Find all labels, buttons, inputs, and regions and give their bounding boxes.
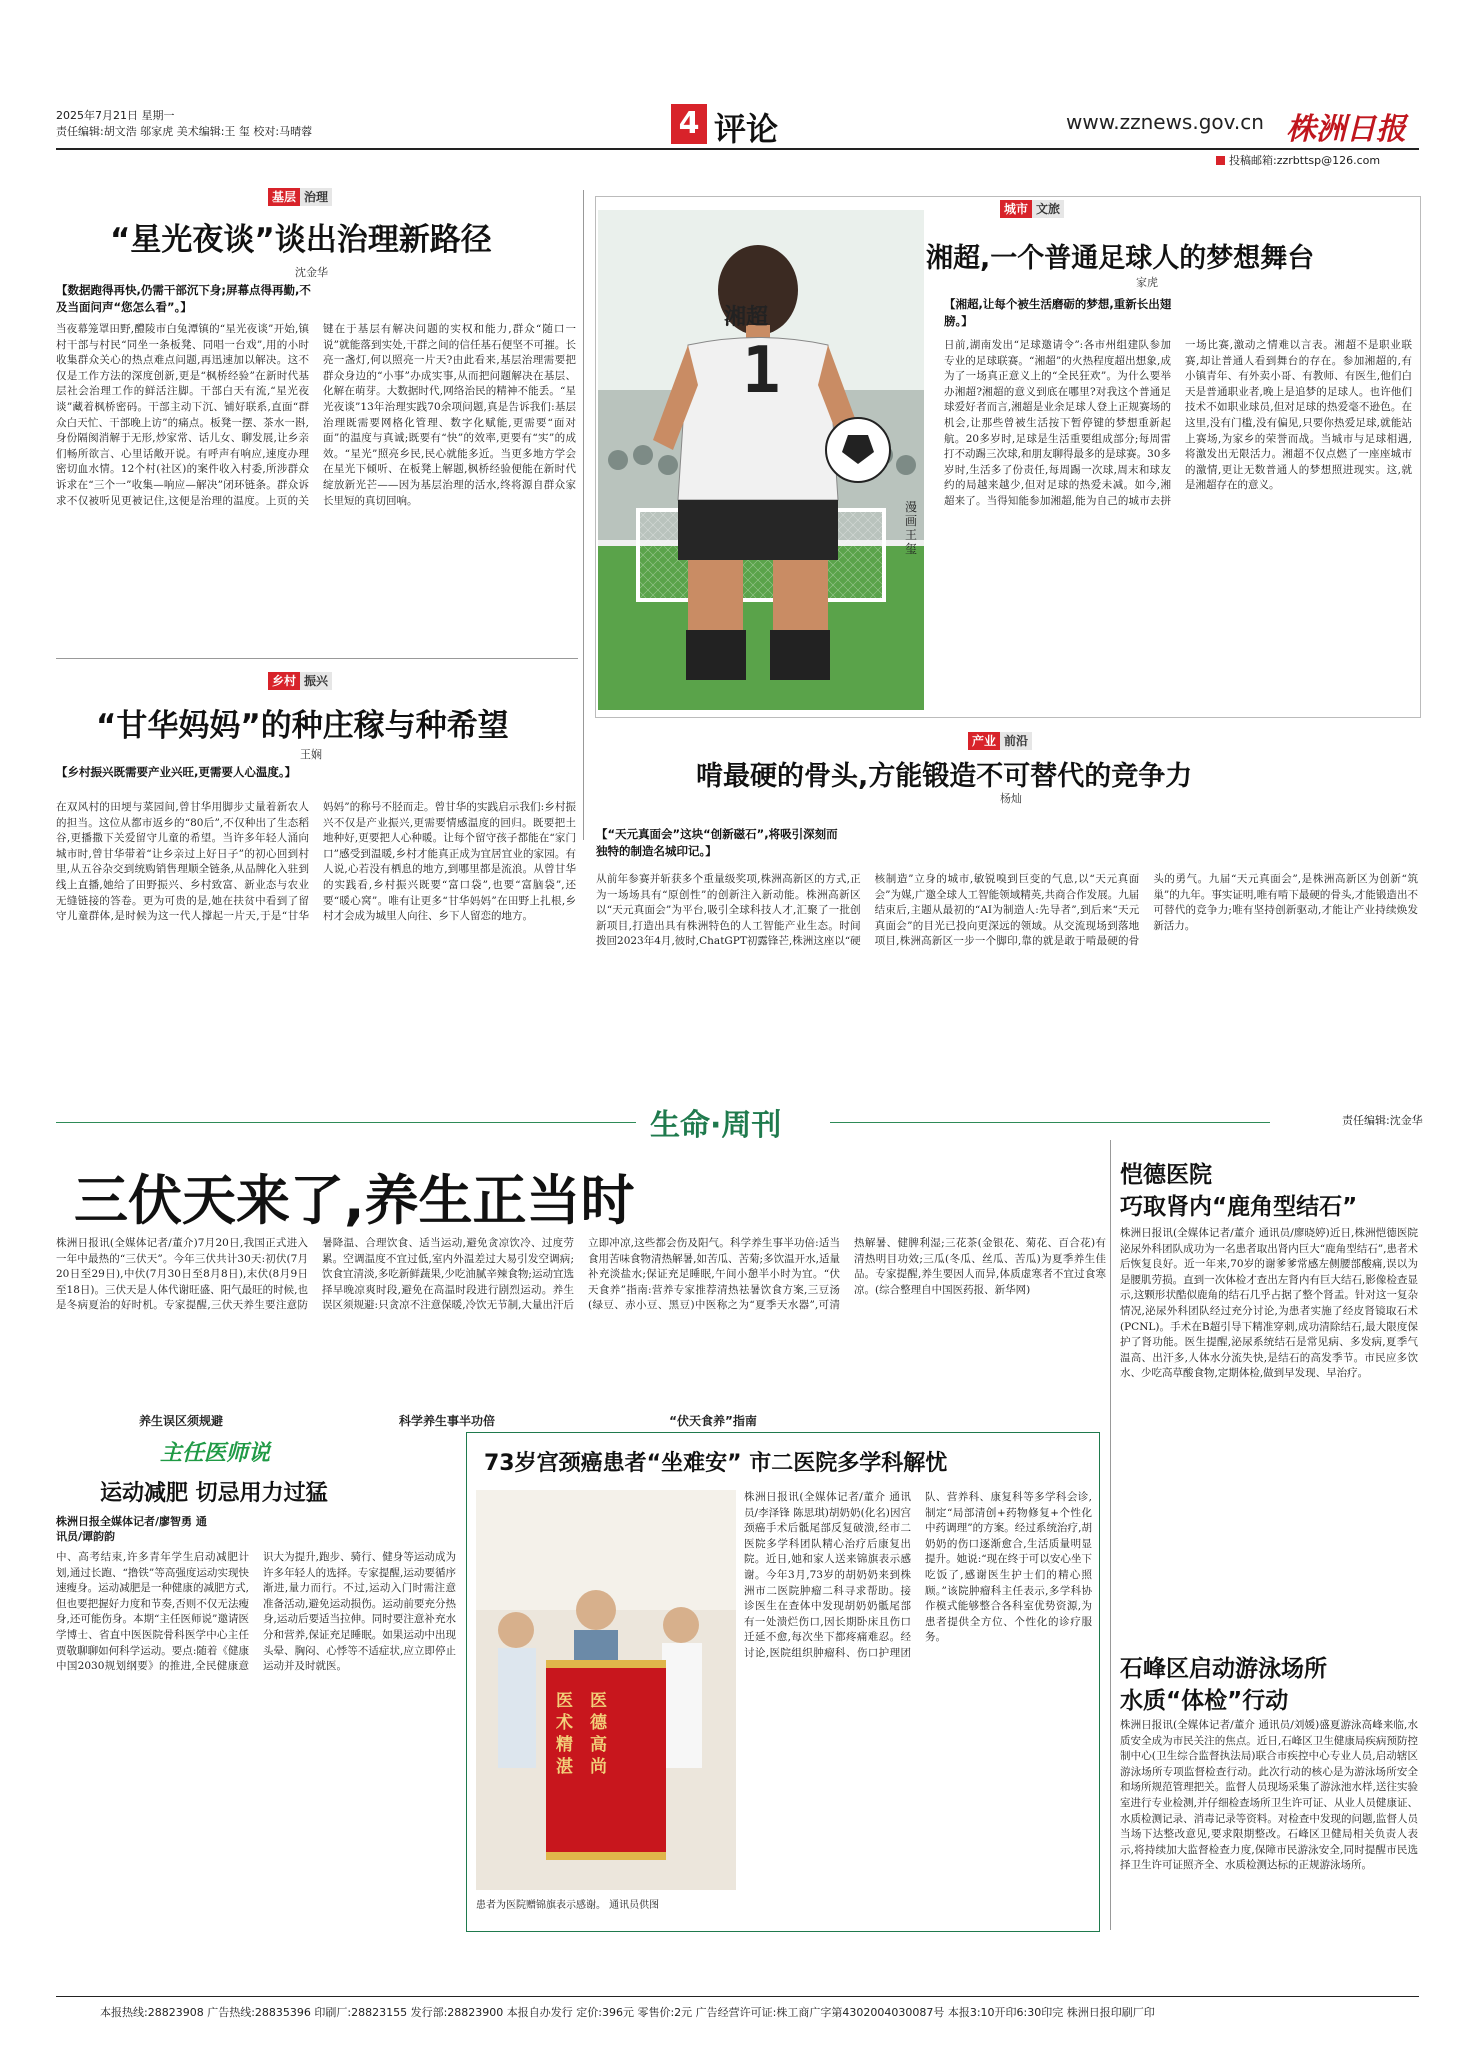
submission-email[interactable]: 投稿邮箱:zzrbttsp@126.com [1229,154,1381,167]
article5-body: 株洲日报讯(全媒体记者/董介)7月20日,我国正式进入一年中最热的“三伏天”。今年三伏共计30天:初伏(7月20日至29日),中伏(7月30日至8月8日),末伏(8月9日至18日)。三伏天是人体代谢旺盛、阳气最旺的时候,也是冬病夏治的好时机。专家提醒,三伏天养生要注意防暑降温、合理饮食、适当运动,避免贪凉饮冷、过度劳累。空调温度不宜过低,室内外温差过大易引发空调病;饮食宜清淡,多吃新鲜蔬果,少吃油腻辛辣食物;运动宜选择早晚凉爽时段,避免在高温时段进行剧烈运动。养生误区须规避:只贪凉不注意保暖,冷饮无节制,大量出汗后立即冲凉,这些都会伤及阳气。科学养生事半功倍:适当食用苦味食物清热解暑,如苦瓜、苦菊;多饮温开水,适量补充淡盐水;保证充足睡眠,午间小憩半小时为宜。“伏天食养”指南:营养专家推荐清热祛暑饮食方案,三豆汤(绿豆、赤小豆、黑豆)中医称之为“夏季天水器”,可清热解暑、健脾利湿;三花茶(金银花、菊花、百合花)有清热明目功效;三瓜(冬瓜、丝瓜、苦瓜)为夏季养生佳品。专家提醒,养生要因人而异,体质虚寒者不宜过食寒凉。(综合整理自中国医药报、新华网) [56,1237,1106,1312]
article3-title: 湘超,一个普通足球人的梦想舞台 [926,243,1315,274]
banner-text-2: 医德高尚 [590,1691,607,1777]
tag-primary: 乡村 [268,672,300,690]
jersey-number: 1 [742,334,781,408]
article7-body: 株洲日报讯(全媒体记者/董介 通讯员/李泽锋 陈思琪)胡奶奶(化名)因宫颈癌手术后骶尾部反复破溃,经市二医院多学科团队精心治疗后康复出院。近日,她和家人送来锦旗表示感谢。今年3月,73岁的胡奶奶来到株洲市二医院肿瘤二科寻求帮助。接诊医生在查体中发现胡奶奶骶尾部有一处溃烂伤口,因长期卧床且伤口迁延不愈,每次坐下都疼痛难忍。经讨论,医院组织肿瘤科、伤口护理团队、营养科、康复科等多学科会诊,制定“局部清创+药物修复+个性化中药调理”的方案。经过系统治疗,胡奶奶的伤口逐渐愈合,生活质量明显提升。她说:“现在终于可以安心坐下吃饭了,感谢医生护士们的精心照顾。”该院肿瘤科主任表示,多学科协作模式能够整合各科室优势资源,为患者提供全方位、个性化的诊疗服务。 [744,1491,1092,1659]
article7-caption: 患者为医院赠锦旗表示感谢。 通讯员供图 [476,1900,660,1911]
article4-tag [968,732,1032,750]
jersey-name: 湘超 [724,305,769,330]
article9-title-line2: 水质“体检”行动 [1120,1688,1289,1714]
issue-date: 2025年7月21日 星期一 [56,109,175,122]
article1-author: 沈金华 [295,266,328,279]
illustration-credit: 漫画 王玺 [905,500,918,556]
section-title: 评论 [714,110,779,148]
illustration-soccer-player [598,210,924,710]
website[interactable]: www.zznews.gov.cn [1066,110,1264,134]
article8-body: 株洲日报讯(全媒体记者/董介 通讯员/廖晓婷)近日,株洲恺德医院泌尿外科团队成功为一名患者取出肾内巨大“鹿角型结石”,患者术后恢复良好。近一年来,70岁的谢爹爹常感左侧腰部酸痛,误以为是腰肌劳损。直到一次体检才查出左肾内有巨大结石,影像检查显示,这颗形状酷似鹿角的结石几乎占据了整个肾盂。针对这一复杂情况,泌尿外科团队经过充分讨论,为患者实施了经皮肾镜取石术(PCNL)。手术在B超引导下精准穿刺,成功清除结石,最大限度保护了肾功能。医生提醒,泌尿系统结石是常见病、多发病,夏季气温高、出汗多,人体水分流失快,是结石的高发季节。市民应多饮水、少吃高草酸食物,定期体检,做到早发现、早治疗。 [1120,1227,1418,1380]
health-rule-left [56,1122,636,1123]
tag-secondary: 振兴 [300,672,332,690]
article4-lead: 【“天元真面会”这块“创新磁石”,将吸引深刻而独特的制造名城印记。】 [596,827,838,858]
email-icon [1216,156,1225,165]
article4-author: 杨灿 [1000,792,1022,805]
article9-body: 株洲日报讯(全媒体记者/董介 通讯员/刘媛)盛夏游泳高峰来临,水质安全成为市民关注的焦点。近日,石峰区卫生健康局疾病预防控制中心(卫生综合监督执法局)联合市疾控中心专业人员,启动辖区游泳场所专项监督检查行动。此次行动的核心是为游泳场所安全和场所规范管理把关。监督人员现场采集了游泳池水样,送往实验室进行专业检测,并仔细检查场所卫生许可证、从业人员健康证、水质检测记录、消毒记录等资料。对检查中发现的问题,监督人员当场下达整改意见,要求限期整改。石峰区卫健局相关负责人表示,将持续加大监督检查力度,保障市民游泳安全,同时提醒市民选择卫生许可证照齐全、水质检测达标的正规游泳场所。 [1120,1719,1418,1872]
tag-primary: 基层 [268,188,300,206]
article2-lead: 【乡村振兴既需要产业兴旺,更需要人心温度。】 [56,765,297,779]
tag-secondary: 文旅 [1032,200,1064,218]
paper-logo: 株洲日报 [1286,112,1406,147]
article2-body: 在双风村的田埂与菜园间,曾甘华用脚步丈量着新农人的担当。这位从都市返乡的“80后”,不仅种出了生态稻谷,更播撒下关爱留守儿童的希望。当许多年轻人涌向城市时,曾甘华带着“让乡亲过上好日子”的初心回到村里,从五谷杂交到统购销售理顺全链条,从品牌化入驻到线上直播,她给了田野振兴、乡村致富、新业态与农业无缝链接的答卷。更为可贵的是,她在扶贫中看到了留守儿童群体,是时候为这一代人撑起一片天,于是“甘华妈妈”的称号不胫而走。曾甘华的实践启示我们:乡村振兴不仅是产业振兴,更需要情感温度的回归。既要把土地种好,更要把人心种暖。让每个留守孩子都能在“家门口”感受到温暖,乡村才能真正成为宜居宜业的家园。有人说,心若没有栖息的地方,到哪里都是流浪。从曾甘华的实践看,乡村振兴既要“富口袋”,也要“富脑袋”,还要“暖心窝”。唯有让更多“甘华妈妈”在田野上扎根,乡村才会成为城里人向往、乡下人留恋的地方。 [56,801,576,923]
article2-rule [56,658,578,659]
article4-body: 从前年参赛并斩获多个重量级奖项,株洲高新区的方式,正为一场场具有“原创性”的创新注入新动能。株洲高新区以“天元真面会”为平台,吸引全球科技人才,汇聚了一批创新项目,打造出具有株洲特色的人工智能产业生态。时间拨回2023年4月,彼时,ChatGPT初露锋芒,株洲这座以“硬核制造”立身的城市,敏锐嗅到巨变的气息,以“天元真面会”为媒,广邀全球人工智能领域精英,共商合作发展。九届结束后,主题从最初的“AI为制造人:先导者”,到后来“天元真面会”的目光已投向更深远的领域。从交流现场到落地项目,株洲高新区一步一个脚印,靠的就是敢于啃最硬的骨头的勇气。九届“天元真面会”,是株洲高新区为创新“筑巢”的九年。事实证明,唯有啃下最硬的骨头,才能锻造出不可替代的竞争力;唯有坚持创新驱动,才能让产业持续焕发新活力。 [596,873,1418,948]
health-divider [1110,1140,1111,1930]
health-editor: 责任编辑:沈金华 [1342,1114,1423,1127]
doctor-column-label: 主任医师说 [160,1441,271,1466]
article8-title-line1: 恺德医院 [1120,1162,1212,1188]
article1-title: “星光夜谈”谈出治理新路径 [110,222,492,258]
footer-rule [56,1996,1419,1997]
article3-author: 家虎 [1136,276,1158,289]
article3-tag [1000,200,1064,218]
article5-title: 三伏天来了,养生正当时 [74,1169,635,1232]
page-number-badge: 4 [671,104,707,144]
article6-body: 中、高考结束,许多青年学生启动减肥计划,通过长跑、“撸铁”等高强度运动实现快速瘦身。运动减肥是一种健康的减肥方式,但也要把握好力度和节奏,否则不仅无法瘦身,还可能伤身。本期“主任医师说”邀请医学博士、省直中医医院骨科医学中心主任贾敬聊聊如何科学运动。要点:随着《健康中国2030规划纲要》的推进,全民健康意识大为提升,跑步、骑行、健身等运动成为许多年轻人的选择。专家提醒,运动要循序渐进,量力而行。不过,运动入门时需注意准备活动,避免运动损伤。运动前要充分热身,运动后要适当拉伸。同时要注意补充水分和营养,保证充足睡眠。如果运动中出现头晕、胸闷、心悸等不适症状,应立即停止运动并及时就医。 [56,1551,456,1673]
article9-title-line1: 石峰区启动游泳场所 [1120,1656,1327,1682]
footer-info: 本报热线:28823908 广告热线:28835396 印刷厂:28823155 发行部:28823900 本报自办发行 定价:396元 零售价:2元 广告经营许可证:株工商广字第4302004030087号 本报3:10开印6:30印完 株洲日报印刷厂印 [100,2006,1155,2019]
tag-secondary: 前沿 [1000,732,1032,750]
tag-secondary: 治理 [300,188,332,206]
article4-title: 啃最硬的骨头,方能锻造不可替代的竞争力 [696,761,1193,792]
article3-lead: 【湘超,让每个被生活磨砺的梦想,重新长出翅膀。】 [944,297,1172,328]
article2-author: 王娴 [300,748,322,761]
tag-primary: 城市 [1000,200,1032,218]
banner-text-1: 医术精湛 [556,1691,573,1777]
article1-body: 当夜幕笼罩田野,醴陵市白兔潭镇的“星光夜谈”开始,镇村干部与村民“同坐一条板凳、同唱一台戏”,用的小时收集群众关心的热点难点问题,再迅速加以解决。这不仅是工作方法的深度创新,更是“枫桥经验”在新时代基层社会治理工作的鲜活注脚。干部白天有流,“星光夜谈”藏着枫桥密码。干部主动下沉、铺好联系,直面“群众白天忙、干部晚上访”的痛点。板凳一摆、茶水一斟,身份隔阂消解于无形,炒家常、话儿女、聊发展,让乡亲们畅所欲言、心里话敞开说。有呼声有响应,速度办理密切血水情。12个村(社区)的案件收入村委,所涉群众诉求在“三个一”收集—响应—解决”闭环链条。群众诉求不仅被听见更被记住,这便是治理的温度。上页的关键在于基层有解决问题的实权和能力,群众“随口一说”就能落到实处,干群之间的信任基石便坚不可摧。长亮一盏灯,何以照亮一片天?由此看来,基层治理需要把群众身边的“小事”办成实事,从而把问题解决在基层、化解在萌芽。大数据时代,网络治民的精神不能丢。“星光夜谈”13年治理实践70余项问题,真是告诉我们:基层治理既需要网格化管理、数字化赋能,更需要“面对面”的温度与真诚;既要有“快”的效率,更要有“实”的成效。“星光”照亮乡民,民心就能多近。当更多地方学会在星光下倾听、在板凳上解题,枫桥经验便能在新时代绽放新光芒——因为基层治理的活水,终将源自群众家长里短的真切回响。 [56,323,576,507]
article5-subhead-3: “伏天食养”指南 [669,1414,757,1428]
article1-divider [583,190,584,840]
masthead-rule [56,148,1419,150]
article7-title: 73岁宫颈癌患者“坐难安” 市二医院多学科解忧 [484,1451,948,1476]
article3-body: 日前,湖南发出“足球邀请令”:各市州组建队参加专业的足球联赛。“湘超”的火热程度超出想象,成为了一场真正意义上的“全民狂欢”。为什么要举办湘超?湘超的意义到底在哪里?对我这个普通足球爱好者而言,湘超是业余足球人登上正规赛场的机会,让那些曾被生活按下暂停键的梦想重新起航。20多岁时,足球是生活重要组成部分;每周雷打不动踢三次球,和朋友聊得最多的是球赛。30多岁时,生活多了份责任,每周踢一次球,周末和球友约的局越来越少,但对足球的热爱未减。如今,湘超来了。当得知能参加湘超,能为自己的城市去拼一场比赛,激动之情难以言表。湘超不是职业联赛,却让普通人看到舞台的存在。参加湘超的,有小镇青年、有外卖小哥、有教师、有医生,他们白天是普通职业者,晚上是追梦的足球人。也许他们技术不如职业球员,但对足球的热爱毫不逊色。在这里,没有门槛,没有偏见,只要你热爱足球,就能站上赛场,为家乡的荣誉而战。当城市与足球相遇,将激发出无限活力。湘超不仅点燃了一座座城市的激情,更让无数普通人的梦想照进现实。这,就是湘超存在的意义。 [944,339,1412,507]
article5-subhead-1: 养生误区须规避 [138,1414,223,1428]
health-rule-right [830,1122,1270,1123]
article2-title: “甘华妈妈”的种庄稼与种希望 [96,708,509,744]
article6-title: 运动减肥 切忌用力过猛 [100,1481,328,1506]
article1-tag [268,188,332,206]
health-section-title: 生命·周刊 [650,1108,782,1143]
article6-byline: 株洲日报全媒体记者/廖智勇 通讯员/谭韵韵 [56,1515,207,1543]
editors-line: 责任编辑:胡文浩 邬家虎 美术编辑:王 玺 校对:马晴蓉 [56,125,313,138]
tag-primary: 产业 [968,732,1000,750]
article1-lead: 【数据跑得再快,仍需干部沉下身;屏幕点得再勤,不及当面问声“您怎么看”。】 [56,283,311,314]
article2-tag [268,672,332,690]
article8-title-line2: 巧取肾内“鹿角型结石” [1120,1194,1358,1220]
article5-subhead-2: 科学养生事半功倍 [398,1414,495,1428]
